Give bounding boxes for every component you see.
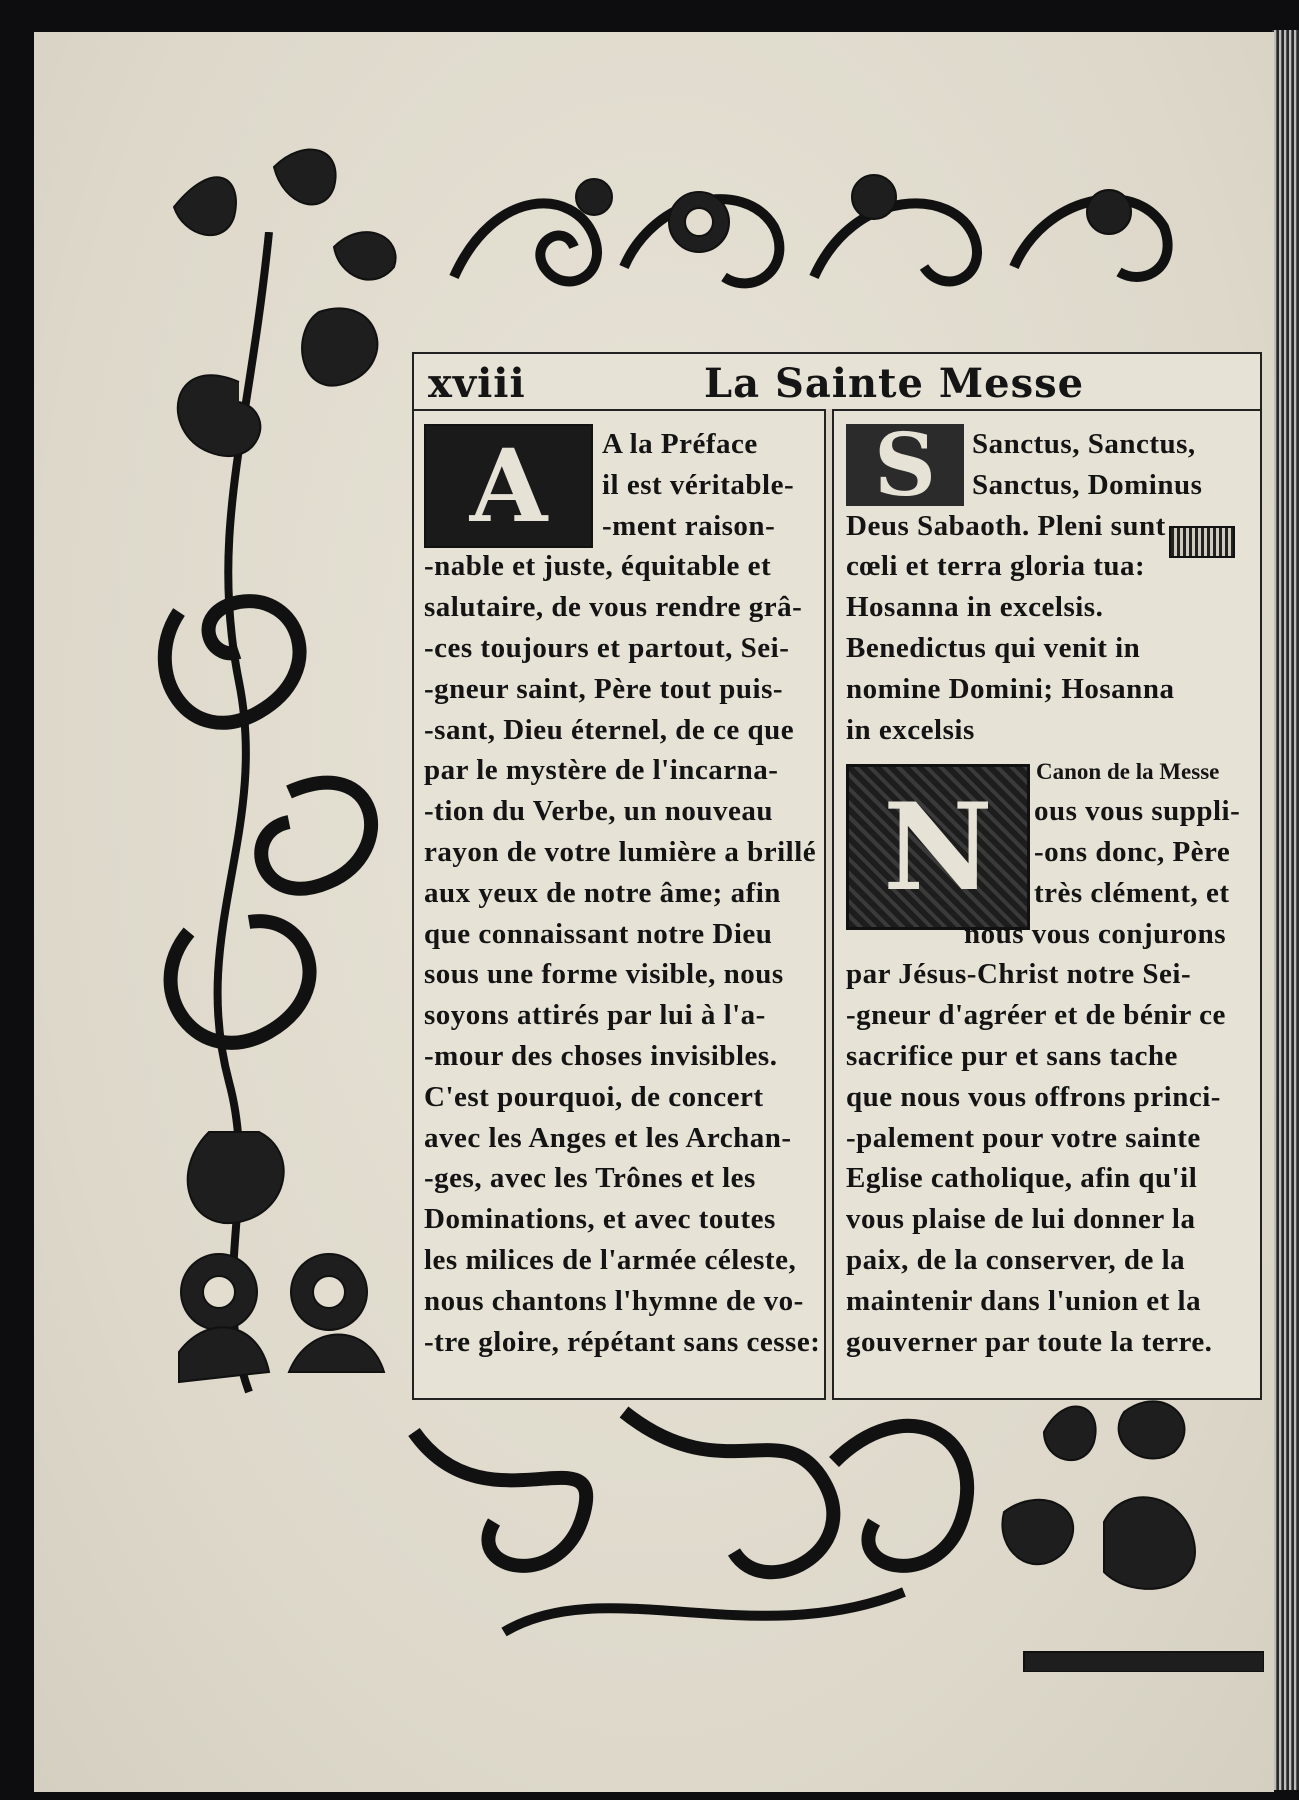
text-line: il est véritable- (602, 468, 795, 501)
text-line: Benedictus qui venit in (846, 631, 1141, 664)
book-page (34, 32, 1274, 1792)
text-line: par le mystère de l'incarna- (424, 754, 779, 787)
text-line: A la Préface (602, 428, 758, 460)
left-text-column (424, 424, 819, 1362)
drop-cap-n: N (846, 764, 1030, 930)
text-line: -tion du Verbe, un nouveau (424, 795, 774, 828)
text-line: in excelsis (846, 713, 975, 746)
text-line: aux yeux de notre âme; afin (424, 876, 781, 909)
text-line: -gneur d'agréer et de bénir ce (846, 999, 1226, 1032)
text-line: gouverner par toute la terre. (846, 1325, 1213, 1358)
text-line: les milices de l'armée céleste, (424, 1243, 797, 1276)
text-line: -ment raison- (602, 509, 776, 542)
text-line: -palement pour votre sainte (846, 1121, 1201, 1154)
folio-number: xviii (428, 360, 526, 407)
marginal-heading: Canon de la Messe (1036, 759, 1220, 784)
left-floral-border (149, 232, 414, 1402)
book-page-edge (1272, 30, 1299, 1790)
drop-cap-s: S (846, 424, 964, 506)
text-line: -ons donc, Père (1034, 835, 1231, 868)
text-line: sous une forme visible, nous (424, 958, 784, 991)
text-line: -tre gloire, répétant sans cesse: (424, 1325, 821, 1358)
bottom-floral-border (404, 1372, 1264, 1672)
text-line: Dominations, et avec toutes (424, 1203, 776, 1236)
text-line: vous plaise de lui donner la (846, 1203, 1196, 1236)
text-line: paix, de la conserver, de la (846, 1243, 1186, 1276)
text-line: Sanctus, Dominus (972, 468, 1203, 501)
text-line: maintenir dans l'union et la (846, 1284, 1202, 1317)
text-line: cœli et terra gloria tua: (846, 550, 1146, 583)
text-line: très clément, et (1034, 876, 1230, 909)
text-line: avec les Anges et les Archan- (424, 1121, 792, 1154)
text-line: Sanctus, Sanctus, (972, 428, 1196, 460)
text-line: que connaissant notre Dieu (424, 917, 773, 950)
text-line: sacrifice pur et sans tache (846, 1039, 1178, 1072)
text-line: C'est pourquoi, de concert (424, 1080, 764, 1113)
text-line (846, 750, 1256, 791)
text-line: Deus Sabaoth. Pleni sunt (846, 509, 1166, 542)
text-line: nomine Domini; Hosanna (846, 672, 1175, 705)
text-line: par Jésus-Christ notre Sei- (846, 958, 1192, 991)
text-frame (412, 352, 1262, 1400)
text-line: -ges, avec les Trônes et les (424, 1162, 756, 1195)
text-line: Eglise catholique, afin qu'il (846, 1162, 1198, 1195)
text-line: que nous vous offrons princi- (846, 1080, 1221, 1113)
text-line: rayon de votre lumière a brillé (424, 835, 817, 868)
text-line: soyons attirés par lui à l'a- (424, 999, 766, 1032)
text-line: nous vous conjurons (964, 917, 1227, 950)
text-line: ous vous suppli- (1034, 795, 1241, 828)
text-line: -mour des choses invisibles. (424, 1039, 778, 1072)
text-line: -gneur saint, Père tout puis- (424, 672, 784, 705)
column-divider (824, 409, 834, 1400)
page-header (414, 354, 1260, 411)
right-text-column (846, 424, 1256, 1362)
text-line: nous chantons l'hymne de vo- (424, 1284, 804, 1317)
text-line: -sant, Dieu éternel, de ce que (424, 713, 795, 746)
running-title: La Sainte Messe (704, 360, 1085, 407)
drop-cap-a: A (424, 424, 593, 548)
text-line: -ces toujours et partout, Sei- (424, 631, 790, 664)
text-line: Hosanna in excelsis. (846, 591, 1104, 624)
text-line: salutaire, de vous rendre grâ- (424, 591, 803, 624)
text-line: -nable et juste, équitable et (424, 550, 772, 583)
